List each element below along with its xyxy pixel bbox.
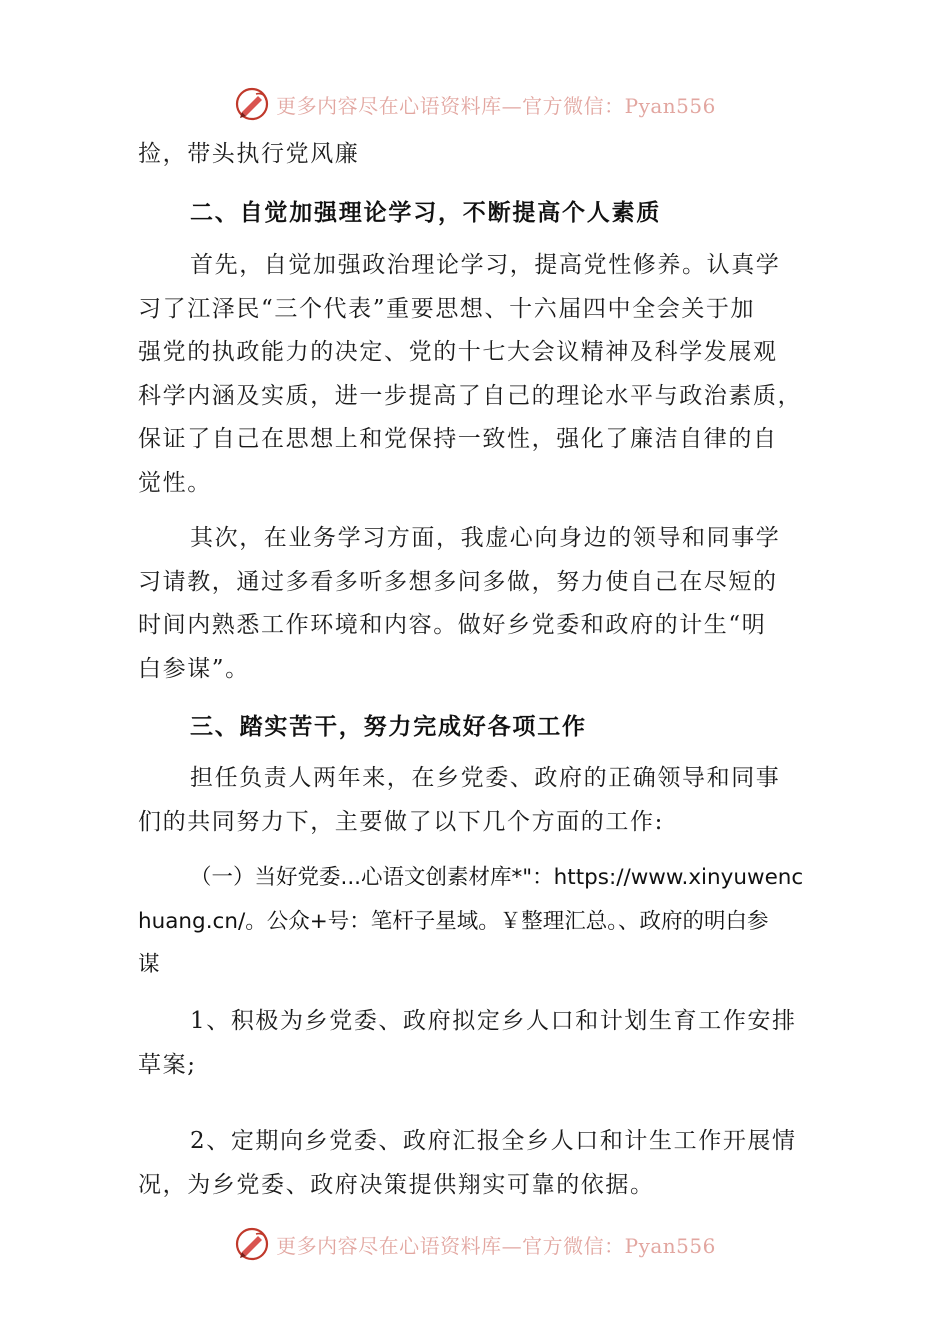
text-line: 强党的执政能力的决定、党的十七大会议精神及科学发展观 xyxy=(138,339,778,365)
text-line: 谋 xyxy=(138,952,160,977)
text-line: 首先，自觉加强政治理论学习，提高党性修养。认真学 xyxy=(190,252,781,278)
text-line: 们的共同努力下，主要做了以下几个方面的工作: xyxy=(138,808,664,835)
section-3-paragraph-1 xyxy=(138,757,818,844)
text-line: 捡，带头执行党风廉 xyxy=(138,141,360,167)
text-line: 保证了自己在思想上和党保持一致性，强化了廉洁自律的自 xyxy=(138,426,778,452)
footer-brand xyxy=(234,1226,716,1262)
text-line: 觉性。 xyxy=(138,469,212,496)
text-line: 草案; xyxy=(138,1051,197,1078)
text-line: 习请教，通过多看多听多想多问多做，努力使自己在尽短的 xyxy=(138,568,778,595)
text-line: （一）当好党委...心语文创素材库*"：https://www.xinyuwenc xyxy=(190,865,804,890)
text-line: 其次，在业务学习方面，我虚心向身边的领导和同事学 xyxy=(190,525,781,551)
header-banner xyxy=(0,84,950,124)
text-line: 担任负责人两年来，在乡党委、政府的正确领导和同事 xyxy=(190,765,781,791)
footer-banner xyxy=(0,1224,950,1264)
subsection-1-paragraph xyxy=(138,856,828,987)
text-line: 白参谋”。 xyxy=(138,655,250,682)
item-2-paragraph xyxy=(138,1120,818,1207)
text-line: 习了江泽民“三个代表”重要思想、十六届四中全会关于加 xyxy=(138,295,756,322)
text-line: 时间内熟悉工作环境和内容。做好乡党委和政府的计生“明 xyxy=(138,612,767,638)
header-brand xyxy=(234,86,716,122)
footer-banner-text: 更多内容尽在心语资料库—官方微信：Pyan556 xyxy=(276,1233,716,1258)
section-3-heading: 三、踏实苦干，努力完成好各项工作 xyxy=(190,714,587,740)
section-2-heading: 二、自觉加强理论学习，不断提高个人素质 xyxy=(190,200,662,226)
header-banner-text: 更多内容尽在心语资料库—官方微信：Pyan556 xyxy=(276,93,716,118)
text-line: 2、定期向乡党委、政府汇报全乡人口和计生工作开展情 xyxy=(190,1128,797,1154)
section-2-paragraph-1 xyxy=(138,244,818,505)
text-line: 况，为乡党委、政府决策提供翔实可靠的依据。 xyxy=(138,1171,655,1198)
item-1-paragraph xyxy=(138,1000,818,1087)
text-line: huang.cn/。公众+号：笔杆子星域。￥整理汇总。、政府的明白参 xyxy=(138,908,769,934)
section-2-paragraph-2 xyxy=(138,517,818,691)
continued-paragraph xyxy=(138,133,818,177)
text-line: 科学内涵及实质，进一步提高了自己的理论水平与政治素质， xyxy=(138,382,803,409)
pen-logo-icon xyxy=(234,1226,270,1262)
pen-logo-icon xyxy=(234,86,270,122)
text-line: 1、积极为乡党委、政府拟定乡人口和计划生育工作安排 xyxy=(190,1008,797,1034)
